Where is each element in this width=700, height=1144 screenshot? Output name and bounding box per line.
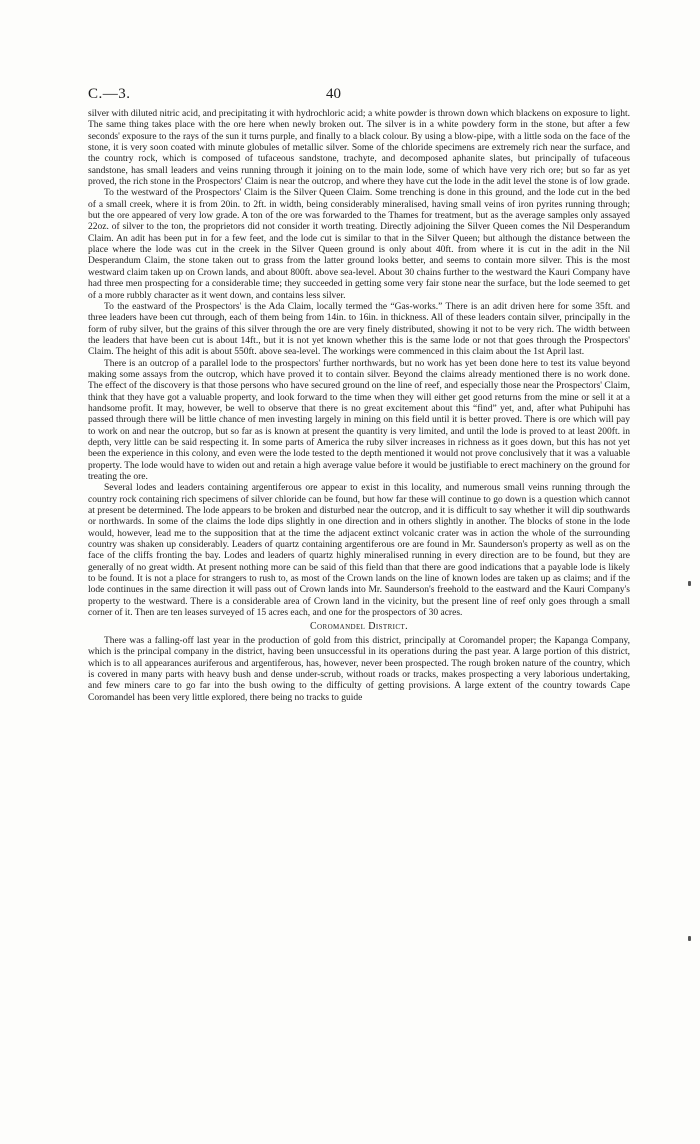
- section-paragraph-1: There was a falling-off last year in the production of gold from this district, principally at Coromandel proper; the Kapanga Company, which is the principal company in the district, having been unsuccessful in its operations during the past year. A large portion of this district, which is to all appearances auriferous and argentiferous, has, however, never been prospected. The rough broken nature of the country, which is covered in many parts with heavy bush and dense under-scrub, without roads or tracks, makes prospecting a very laborious undertaking, and few miners care to go far into the bush owing to the difficulty of getting provisions. A large extent of the country towards Cape Coromandel has been very little explored, there being no tracks to guide: [88, 635, 630, 703]
- page-number: 40: [326, 86, 341, 102]
- page-header: [88, 86, 630, 106]
- paragraph-5: Several lodes and leaders containing argentiferous ore appear to exist in this locality, and numerous small veins running through the country rock containing rich specimens of silver chloride can be found, but how far these will continue to go down is a question which cannot at present be determined. The lode appears to be broken and disturbed near the outcrop, and it is difficult to say whether it will dip southwards or northwards. In some of the claims the lode dips slightly in one direction and in others slightly in another. The blocks of stone in the lode would, however, lead me to the supposition that at the time the adjacent extinct volcanic crater was in action the whole of the surrounding country was shaken up considerably. Leaders of quartz containing argentiferous ore are found in Mr. Saunderson's property as well as on the face of the cliffs fronting the bay. Lodes and leaders of quartz highly mineralised running in every direction are to be found, but they are generally of no great width. At present nothing more can be said of this field than that there are good indications that a payable lode is likely to be found. It is not a place for strangers to rush to, as most of the Crown lands on the line of known lodes are taken up as claims; and if the lode continues in the same direction it will pass out of Crown lands into Mr. Saunderson's freehold to the eastward and the Kauri Company's property to the westward. There is a considerable area of Crown land in the vicinity, but the present line of reef only goes through a small corner of it. Then are ten leases surveyed of 15 acres each, and one for the prospectors of 30 acres.: [88, 483, 630, 619]
- margin-mark: [688, 936, 691, 941]
- document-code: C.—3.: [88, 86, 131, 102]
- paragraph-3: To the eastward of the Prospectors' is the Ada Claim, locally termed the “Gas-works.” There is an adit driven here for some 35ft. and three leaders have been cut through, each of them being from 14in. to 16in. in thickness. All of these leaders contain silver, principally in the form of ruby silver, but the grains of this silver through the ore are very finely distributed, showing it not to be very rich. The width between the leaders that have been cut is about 14ft., but it is not yet known whether this is the same lode or not that goes through the Prospectors' Claim. The height of this adit is about 550ft. above sea-level. The workings were commenced in this claim about the 1st April last.: [88, 301, 630, 358]
- section-heading: Coromandel District.: [309, 621, 409, 633]
- paragraph-1: silver with diluted nitric acid, and precipitating it with hydrochloric acid; a white powder is thrown down which blackens on exposure to light. The same thing takes place with the ore here when newly broken out. The silver is in a white powdery form in the stone, but after a few seconds' exposure to the rays of the sun it turns purple, and finally to a black colour. By using a blow-pipe, with a little soda on the face of the stone, it is very soon coated with minute globules of metallic silver. Some of the chloride specimens are extremely rich near the surface, and the country rock, which is composed of tufaceous sandstone, trachyte, and decomposed aphanite slates, but principally of tufaceous sandstone, has small leaders and veins running through it joining on to the main lode, some of which have very rich ore; but so far as yet proved, the rich stone in the Prospectors' Claim is near the outcrop, and where they have cut the lode in the adit level the stone is of low grade.: [88, 109, 630, 188]
- page-body: [88, 109, 630, 704]
- paragraph-4: There is an outcrop of a parallel lode to the prospectors' further northwards, but no work has yet been done here to test its value beyond making some assays from the outcrop, which have proved it to contain silver. Beyond the claims already mentioned there is no work done. The effect of the discovery is that those persons who have secured ground on the line of reef, and especially those near the Prospectors' Claim, think that they have got a valuable property, and look forward to the time when they will either get good returns from the mine or sell it at a handsome profit. It may, however, be well to observe that there is no great excitement about this “find” yet, and, after what Puhipuhi has passed through there will be little chance of men investing largely in mining on this field until it is better proved. There is ore which will pay to work on and near the outcrop, but so far as is known at present the quantity is very limited, and until the lode is proved to at least 200ft. in depth, very little can be said respecting it. In some parts of America the ruby silver increases in richness as it goes down, but this has not yet been the experience in this colony, and even were the lode tested to the depth mentioned it would not prove conclusively that it was a valuable property. The lode would have to widen out and retain a high average value before it would be justifiable to erect machinery on the ground for treating the ore.: [88, 358, 630, 482]
- margin-mark: [688, 581, 691, 586]
- paragraph-2: To the westward of the Prospectors' Claim is the Silver Queen Claim. Some trenching is done in this ground, and the lode cut in the bed of a small creek, where it is from 20in. to 2ft. in width, being considerably mineralised, having small veins of iron pyrites running through; but the ore appeared of very low grade. A ton of the ore was forwarded to the Thames for treatment, but as the average samples only assayed 22oz. of silver to the ton, the proprietors did not consider it worth treating. Directly adjoining the Silver Queen comes the Nil Desperandum Claim. An adit has been put in for a few feet, and the lode cut is similar to that in the Silver Queen; but although the distance between the place where the lode was cut in the creek in the Silver Queen ground is only about 40ft. from where it is cut in the adit in the Nil Desperandum Claim, the stone taken out to grass from the latter ground looks better, and seems to contain more silver. This is the most westward claim taken up on Crown lands, and about 800ft. above sea-level. About 30 chains further to the westward the Kauri Company have had three men prospecting for a considerable time; they succeeded in getting some very fair stone near the surface, but the lode seemed to get of a more rubbly character as it went down, and contains less silver.: [88, 188, 630, 301]
